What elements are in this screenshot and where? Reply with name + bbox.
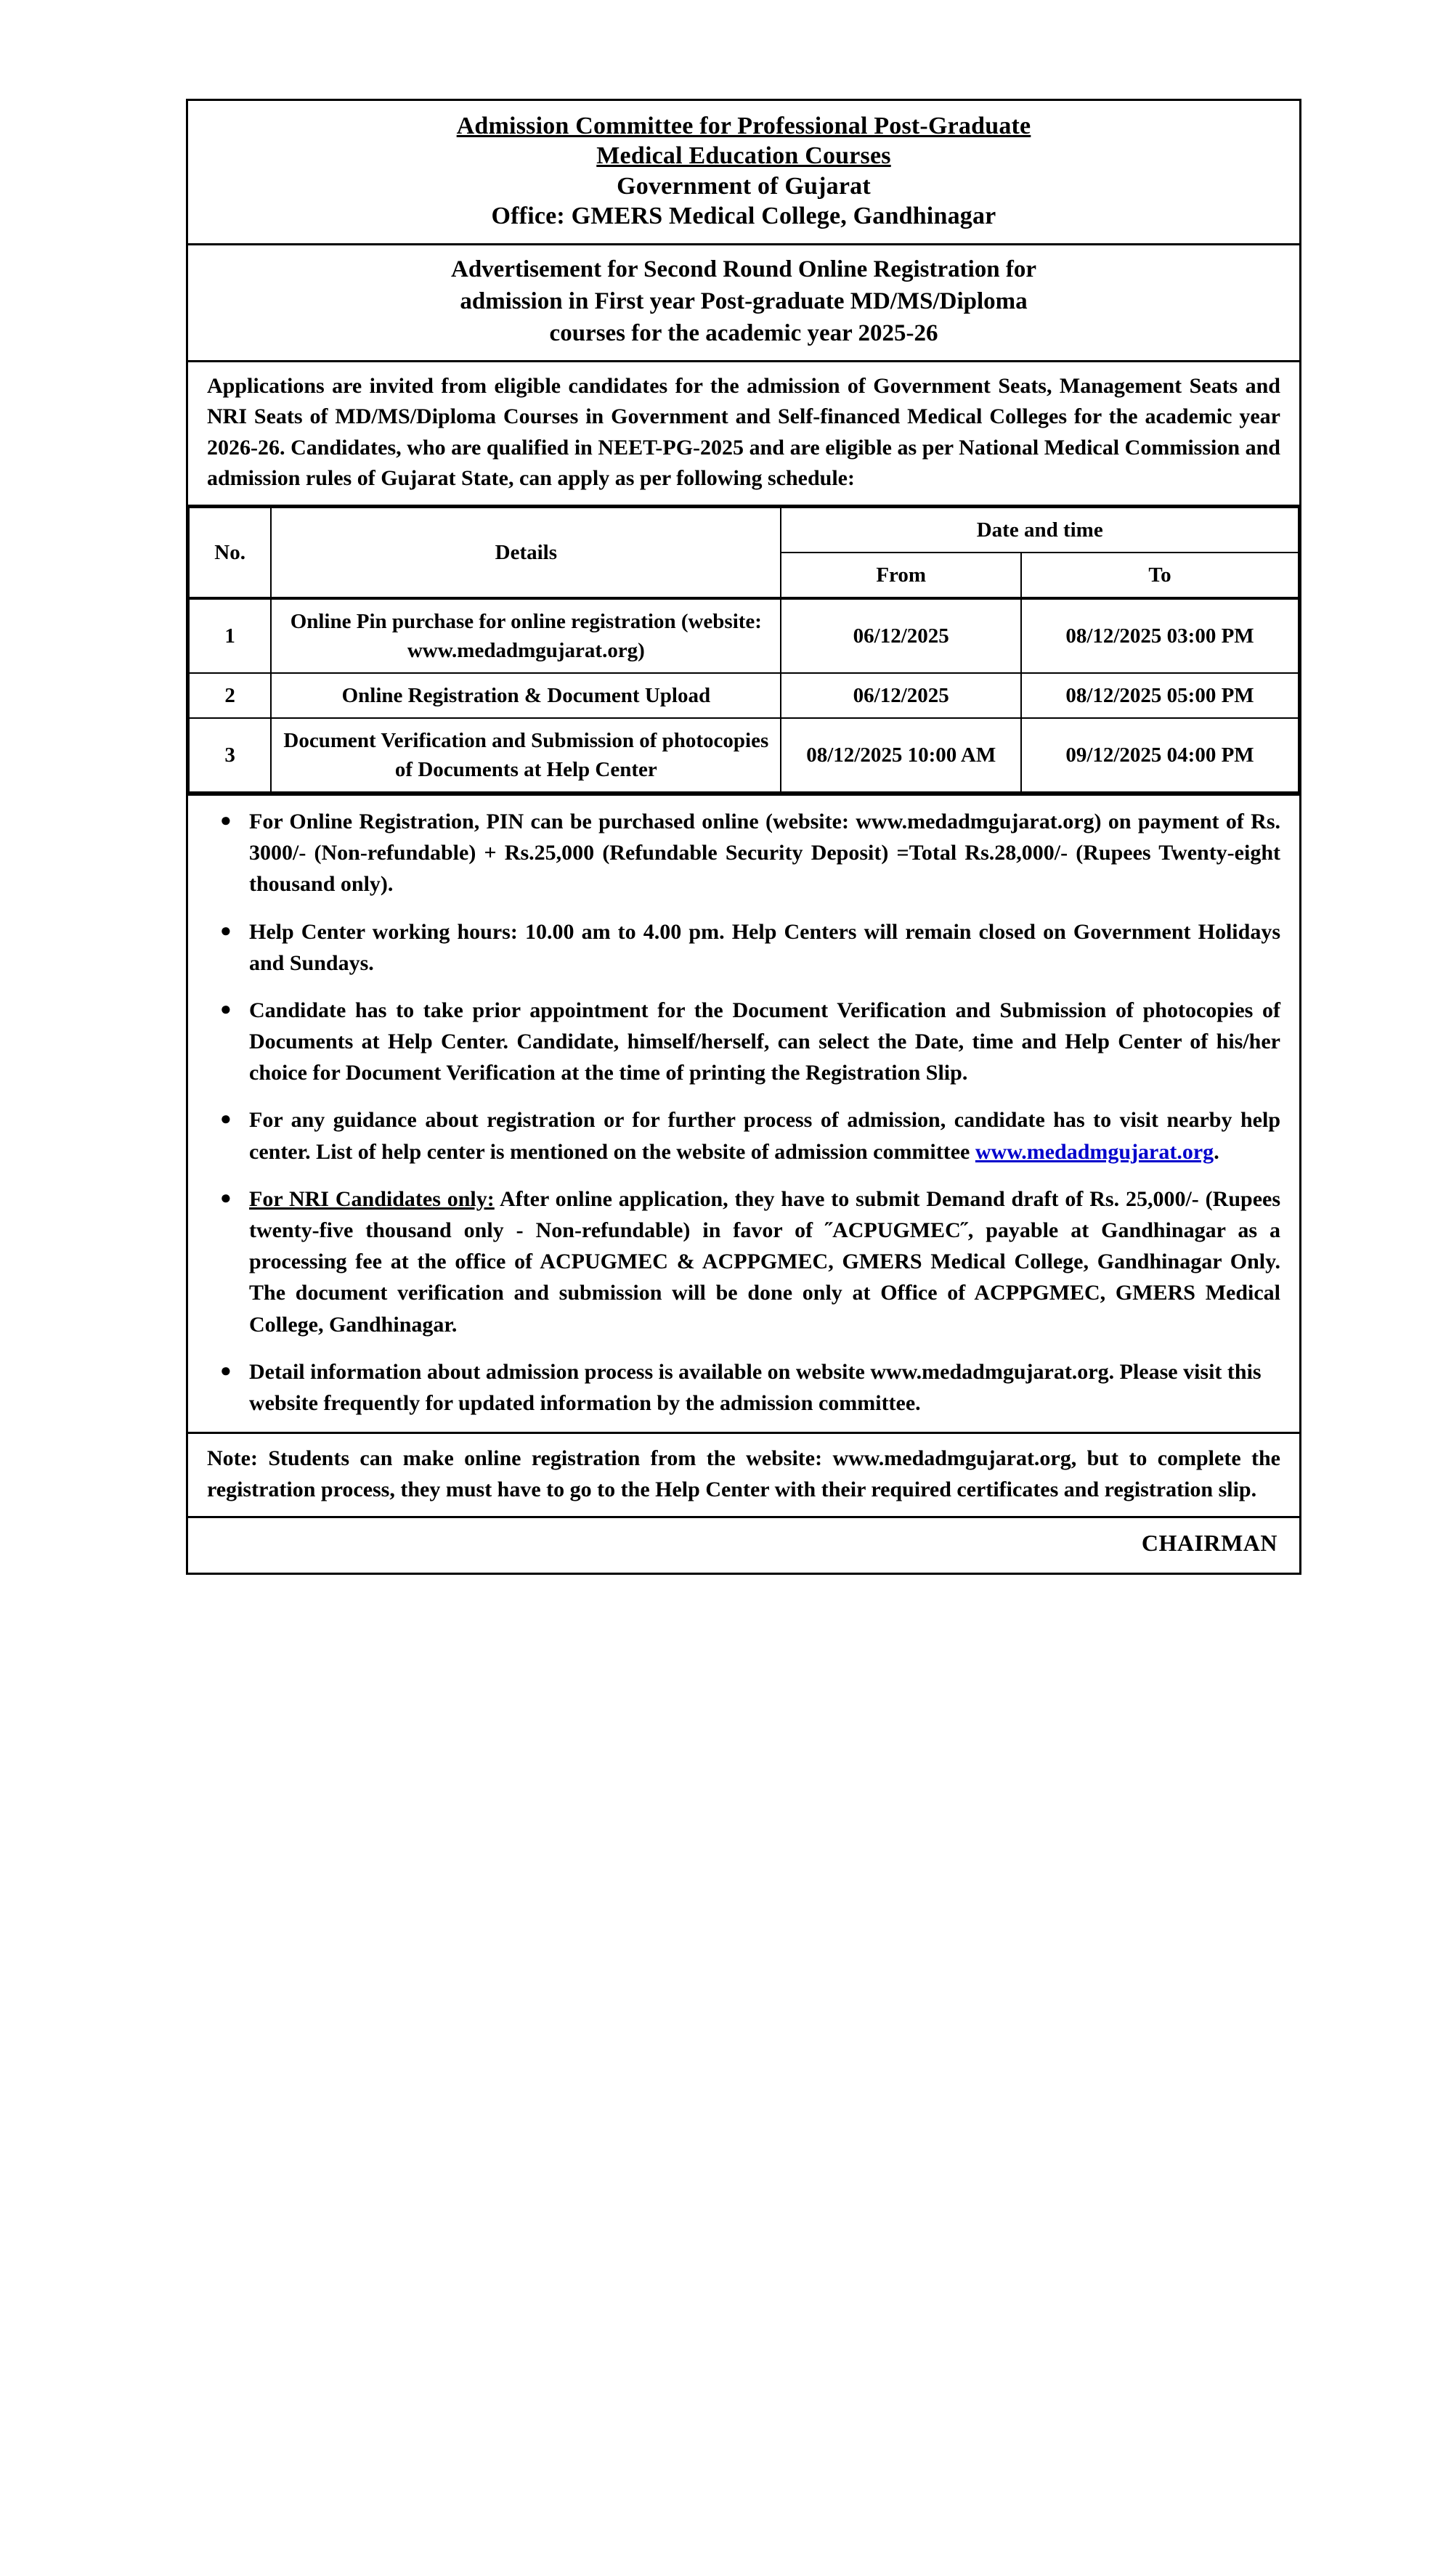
bullet-icon: ● <box>220 1186 232 1208</box>
guidance-text-after: . <box>1214 1139 1219 1164</box>
intro-paragraph: Applications are invited from eligible candidates for the admission of Government Seats, Management Seats and NRI Seats of MD/MS/Diploma Courses in Government and Self-financed Medical Colleges for the academic year 2026-26. Candidates, who are qualified in NEET-PG-2025 and are eligible as per National Medical Commission and admission rules of Gujarat State, can apply as per following schedule: <box>188 362 1299 507</box>
list-item <box>207 1104 1280 1167</box>
row-2-from: 06/12/2025 <box>781 673 1021 718</box>
col-header-from: From <box>781 553 1021 598</box>
row-3-to: 09/12/2025 04:00 PM <box>1021 718 1299 792</box>
subheader-line-2: admission in First year Post-graduate MD/MS/Diploma <box>460 288 1028 314</box>
bullet-icon: ● <box>220 1359 232 1381</box>
col-header-details: Details <box>271 508 781 598</box>
schedule-table-container <box>188 507 1299 796</box>
bullet-detail-information: Detail information about admission process is available on website www.medadmgujarat.org. Please visit this website frequently for updated information by the admission committee. <box>249 1359 1262 1415</box>
col-header-no: No. <box>189 508 271 598</box>
list-item <box>207 1183 1280 1340</box>
nri-body-text: After online application, they have to submit Demand draft of Rs. 25,000/- (Rupees twenty-five thousand only - Non-refundable) in favor of ˝ACPUGMEC˝, payable at Gandhinagar as a processing fee at the office of ACPUGMEC & ACPPGMEC, GMERS Medical College, Gandhinagar Only. The document verification and submission will be done only at Office of ACPPGMEC, GMERS Medical College, Gandhinagar. <box>249 1186 1280 1337</box>
row-3-from: 08/12/2025 10:00 AM <box>781 718 1021 792</box>
header-line-1: Admission Committee for Professional Post-Graduate <box>456 113 1031 139</box>
row-2-no: 2 <box>189 673 271 718</box>
document-header <box>188 101 1299 245</box>
row-2-details: Online Registration & Document Upload <box>271 673 781 718</box>
col-header-to: To <box>1021 553 1299 598</box>
subheader-line-3: courses for the academic year 2025-26 <box>549 319 938 346</box>
header-line-2: Medical Education Courses <box>596 142 891 170</box>
advertisement-notice <box>186 99 1301 1575</box>
bullet-icon: ● <box>220 919 232 941</box>
instructions-list <box>188 796 1299 1434</box>
table-row <box>189 718 1299 792</box>
table-row <box>189 598 1299 673</box>
list-item <box>207 916 1280 979</box>
row-2-to: 08/12/2025 05:00 PM <box>1021 673 1299 718</box>
bullet-icon: ● <box>220 1108 232 1130</box>
row-1-to: 08/12/2025 03:00 PM <box>1021 598 1299 673</box>
bullet-icon: ● <box>220 998 232 1019</box>
bullet-help-center-hours: Help Center working hours: 10.00 am to 4.00 pm. Help Centers will remain closed on Government Holidays and Sundays. <box>249 919 1280 975</box>
row-1-no: 1 <box>189 598 271 673</box>
bullet-prior-appointment: Candidate has to take prior appointment for the Document Verification and Submission of photocopies of Documents at Help Center. Candidate, himself/herself, can select the Date, time and Help Center of his/her choice for Document Verification at the time of printing the Registration Slip. <box>249 998 1280 1085</box>
list-item <box>207 806 1280 900</box>
row-3-no: 3 <box>189 718 271 792</box>
bullet-nri-candidates <box>249 1183 1280 1340</box>
row-3-details: Document Verification and Submission of photocopies of Documents at Help Center <box>271 718 781 792</box>
row-1-details: Online Pin purchase for online registration (website: www.medadmgujarat.org) <box>271 598 781 673</box>
nri-lead-label: For NRI Candidates only: <box>249 1186 495 1211</box>
col-header-date-and-time: Date and time <box>781 508 1299 553</box>
schedule-table <box>188 507 1299 793</box>
list-item <box>207 995 1280 1089</box>
subheader-line-1: Advertisement for Second Round Online Registration for <box>450 256 1037 282</box>
list-item <box>207 1356 1280 1419</box>
advertisement-title <box>188 245 1299 362</box>
bullet-guidance-help-center <box>249 1104 1280 1167</box>
bullet-pin-purchase: For Online Registration, PIN can be purchased online (website: www.medadmgujarat.org) on payment of Rs. 3000/- (Non-refundable) + Rs.25,000 (Refundable Security Deposit) =Total Rs.28,000/- (Rupees Twenty-eight thousand only). <box>249 809 1280 897</box>
row-1-from: 06/12/2025 <box>781 598 1021 673</box>
signature-block: CHAIRMAN <box>1141 1529 1277 1556</box>
guidance-text-before: For any guidance about registration or for further process of admission, candidate has to visit nearby help center. List of help center is mentioned on the website of admission committee <box>249 1108 1280 1164</box>
table-row <box>189 673 1299 718</box>
header-line-3: Government of Gujarat <box>617 172 871 200</box>
header-line-4: Office: GMERS Medical College, Gandhinagar <box>491 203 996 230</box>
bullet-icon: ● <box>220 809 232 831</box>
table-header-row <box>189 508 1299 553</box>
note-section: Note: Students can make online registration from the website: www.medadmgujarat.org, but to complete the registration process, they must have to go to the Help Center with their required certificates and registration slip. <box>188 1434 1299 1517</box>
medadmgujarat-link[interactable]: www.medadmgujarat.org <box>975 1139 1214 1164</box>
